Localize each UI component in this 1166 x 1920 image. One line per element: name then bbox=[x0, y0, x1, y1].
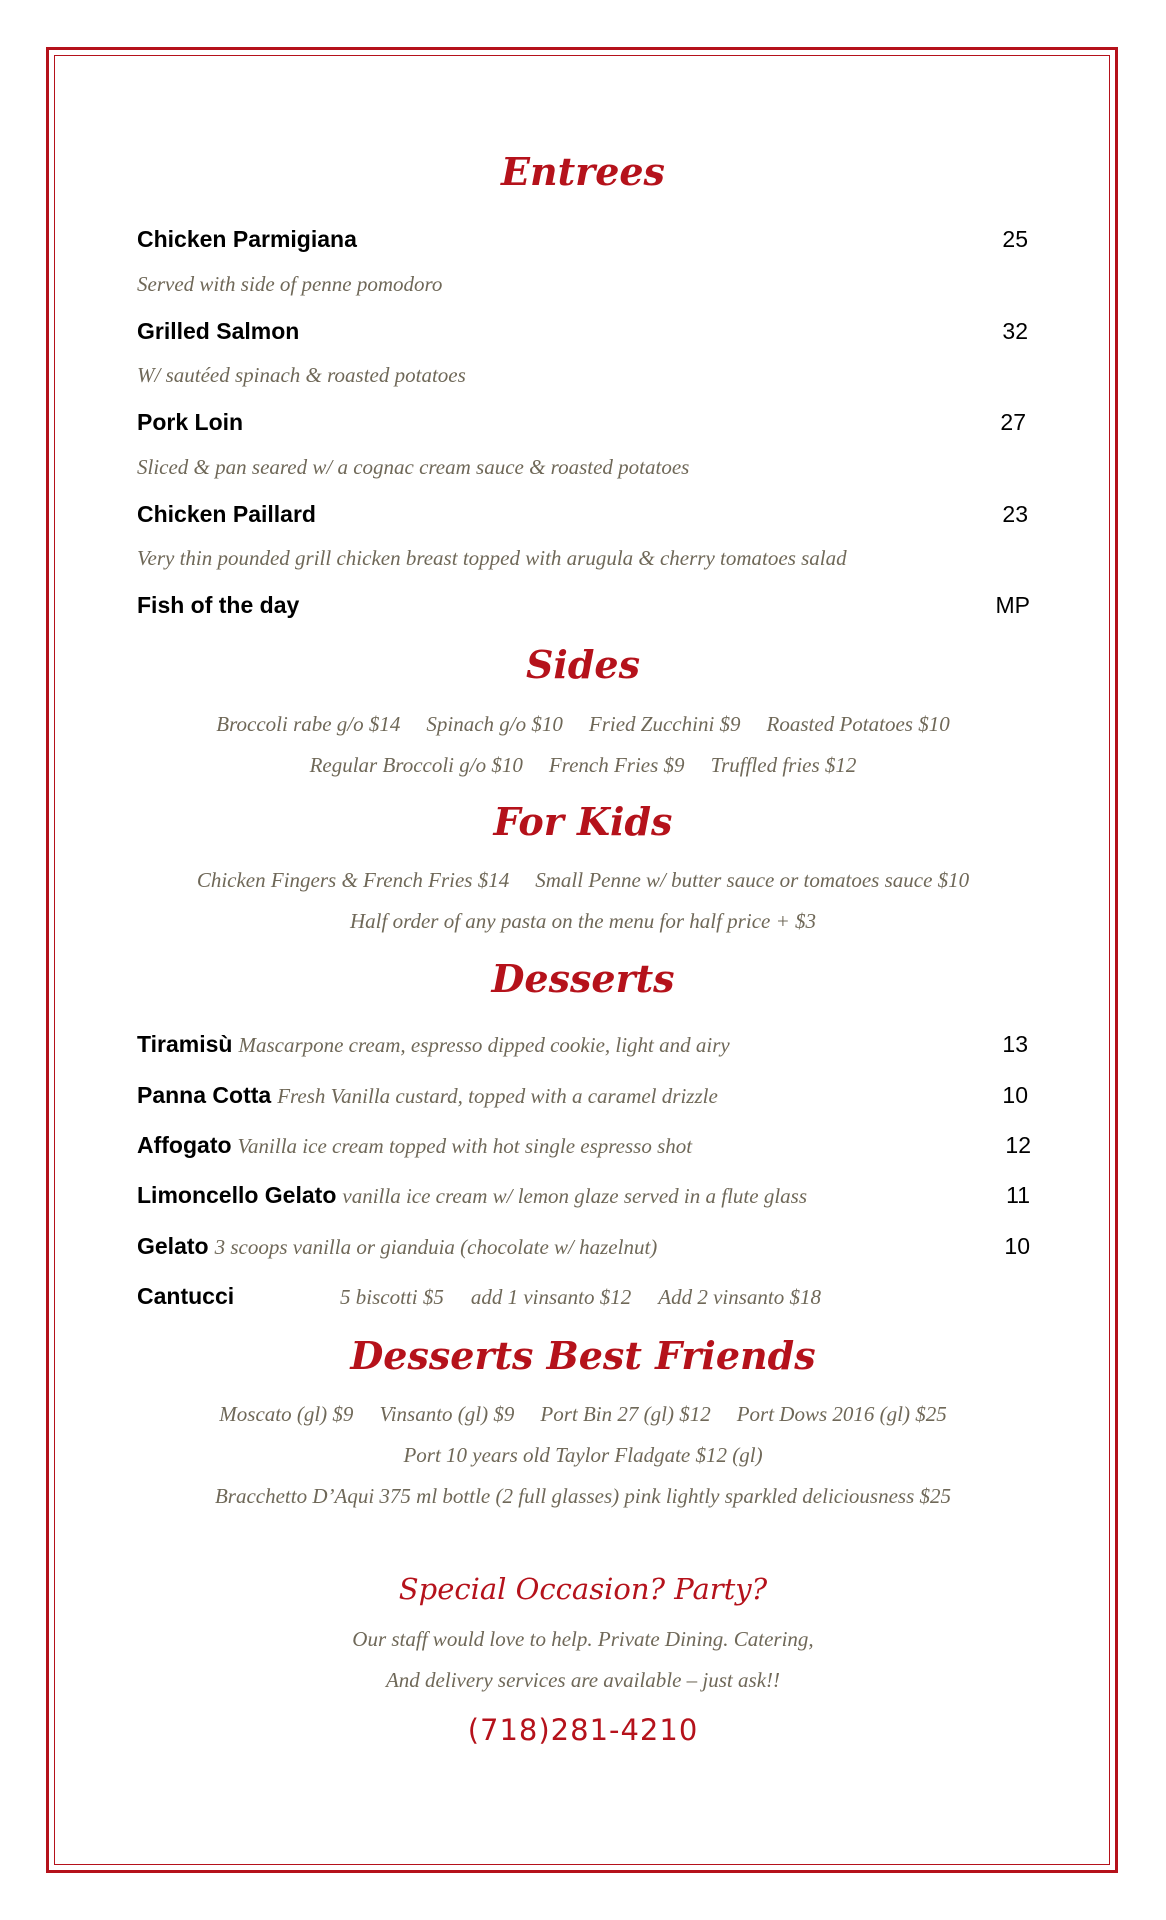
entree-name: Grilled Salmon bbox=[137, 318, 300, 344]
dessert-name: Panna Cotta bbox=[137, 1082, 272, 1108]
phone-number[interactable]: (718)281-4210 bbox=[467, 1713, 699, 1747]
dessert-price: 11 bbox=[1006, 1182, 1030, 1208]
dessert-price: 12 bbox=[1005, 1132, 1031, 1158]
entree-name: Chicken Paillard bbox=[137, 501, 316, 527]
entree-name: Pork Loin bbox=[137, 409, 244, 435]
wine-item: Port Bin 27 (gl) $12 bbox=[540, 1402, 711, 1426]
side-item: Truffled fries $12 bbox=[710, 753, 857, 777]
dessert-desc: Vanilla ice cream topped with hot single espresso shot bbox=[237, 1134, 693, 1158]
entree-desc: Sliced & pan seared w/ a cognac cream sauce & roasted potatoes bbox=[137, 455, 690, 479]
entrees-heading: Entrees bbox=[501, 149, 665, 194]
side-item: Spinach g/o $10 bbox=[426, 712, 563, 736]
entree-price: 27 bbox=[1000, 409, 1026, 435]
dessert-name: Limoncello Gelato bbox=[137, 1182, 337, 1208]
desserts-heading: Desserts bbox=[491, 956, 675, 1001]
cantucci-option: 5 biscotti $5 bbox=[340, 1285, 444, 1309]
kids-item: Small Penne w/ butter sauce or tomatoes sauce $10 bbox=[535, 868, 970, 892]
dessert-item bbox=[137, 1184, 807, 1207]
kids-line: Half order of any pasta on the menu for half price + $3 bbox=[349, 909, 817, 933]
special-heading: Special Occasion? Party? bbox=[398, 1572, 768, 1606]
kids-heading: For Kids bbox=[493, 799, 673, 844]
side-item: Roasted Potatoes $10 bbox=[766, 712, 950, 736]
dessert-name: Cantucci bbox=[137, 1283, 235, 1309]
dessert-item bbox=[137, 1134, 692, 1157]
entree-price: 32 bbox=[1002, 318, 1028, 344]
dessert-desc: Fresh Vanilla custard, topped with a caramel drizzle bbox=[277, 1084, 718, 1108]
side-item: Broccoli rabe g/o $14 bbox=[216, 712, 401, 736]
dessert-desc: vanilla ice cream w/ lemon glaze served in a flute glass bbox=[342, 1184, 808, 1208]
wine-item: Moscato (gl) $9 bbox=[219, 1402, 354, 1426]
entree-name: Chicken Parmigiana bbox=[137, 226, 357, 252]
entree-desc: Very thin pounded grill chicken breast topped with arugula & cherry tomatoes salad bbox=[137, 546, 847, 570]
special-line: Our staff would love to help. Private Dining. Catering, bbox=[352, 1627, 814, 1651]
dessert-item bbox=[137, 1084, 718, 1107]
best-friends-heading: Desserts Best Friends bbox=[350, 1333, 816, 1378]
dessert-desc: Mascarpone cream, espresso dipped cookie, light and airy bbox=[238, 1033, 730, 1057]
dessert-item bbox=[137, 1235, 657, 1258]
dessert-price: 10 bbox=[1002, 1082, 1028, 1108]
entree-price: 25 bbox=[1002, 226, 1028, 252]
side-item: Regular Broccoli g/o $10 bbox=[309, 753, 523, 777]
best-friends-line: Port 10 years old Taylor Fladgate $12 (gl) bbox=[403, 1443, 763, 1467]
wine-item: Port Dows 2016 (gl) $25 bbox=[736, 1402, 947, 1426]
dessert-name: Tiramisù bbox=[137, 1031, 233, 1057]
entree-desc: Served with side of penne pomodoro bbox=[137, 272, 443, 296]
dessert-name: Gelato bbox=[137, 1233, 209, 1259]
cantucci-option: add 1 vinsanto $12 bbox=[470, 1285, 632, 1309]
wine-item: Vinsanto (gl) $9 bbox=[379, 1402, 515, 1426]
cantucci-option: Add 2 vinsanto $18 bbox=[658, 1285, 822, 1309]
special-line: And delivery services are available – just ask!! bbox=[385, 1668, 781, 1692]
dessert-price: 10 bbox=[1004, 1233, 1030, 1259]
dessert-item bbox=[137, 1033, 730, 1056]
dessert-desc: 3 scoops vanilla or gianduia (chocolate w/ hazelnut) bbox=[214, 1235, 658, 1259]
sides-line bbox=[0, 714, 1166, 735]
entree-name: Fish of the day bbox=[137, 592, 300, 618]
best-friends-line: Bracchetto D’Aqui 375 ml bottle (2 full glasses) pink lightly sparkled deliciousness $25 bbox=[214, 1484, 952, 1508]
kids-line bbox=[0, 870, 1166, 891]
entree-price: MP bbox=[995, 592, 1030, 618]
kids-item: Chicken Fingers & French Fries $14 bbox=[196, 868, 510, 892]
entree-desc: W/ sautéed spinach & roasted potatoes bbox=[137, 363, 466, 387]
entree-price: 23 bbox=[1002, 501, 1028, 527]
dessert-price: 13 bbox=[1002, 1031, 1028, 1057]
side-item: French Fries $9 bbox=[548, 753, 685, 777]
cantucci-options bbox=[340, 1287, 848, 1308]
side-item: Fried Zucchini $9 bbox=[588, 712, 741, 736]
best-friends-line bbox=[0, 1404, 1166, 1425]
sides-line bbox=[0, 755, 1166, 776]
sides-heading: Sides bbox=[525, 642, 641, 687]
dessert-name: Affogato bbox=[137, 1132, 232, 1158]
